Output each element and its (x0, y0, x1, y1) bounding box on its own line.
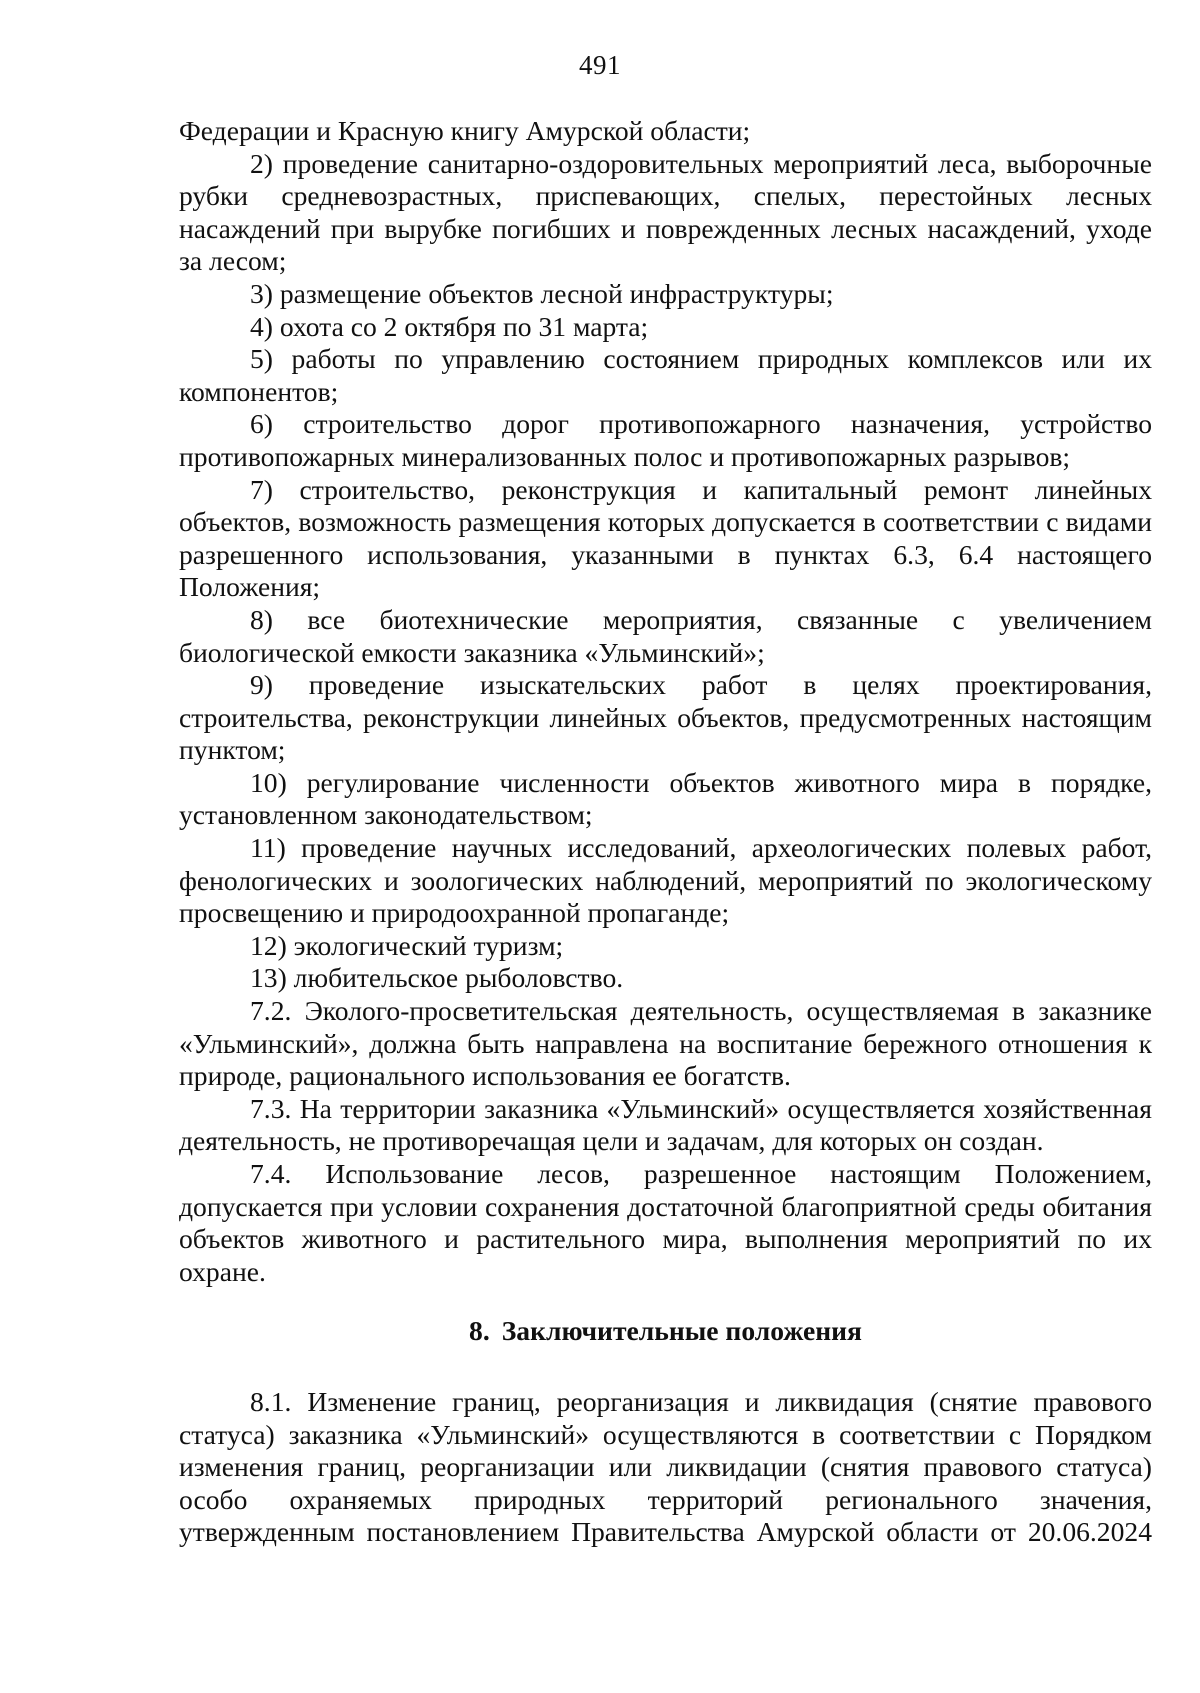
clause-8-1: 8.1. Изменение границ, реорганизация и ликвидация (снятие правового статуса) заказника «Ульминский» осуществляются в соответствии с Порядком изменения границ, реорганизации или ликвидации (снятия правового статуса) особо охраняемых природных территорий регионального значения, утвержденным постановлением Правительства Амурской области от 20.06.2024 (179, 1385, 1152, 1548)
list-item-3: 3) размещение объектов лесной инфраструктуры; (250, 277, 834, 309)
section-heading (179, 1288, 1152, 1386)
document-body (179, 115, 1152, 1549)
section-title: Заключительные положения (501, 1315, 862, 1347)
list-item-4: 4) охота со 2 октября по 31 марта; (250, 310, 649, 342)
list-item-12: 12) экологический туризм; (250, 929, 564, 961)
list-item-7: 7) строительство, реконструкция и капитальный ремонт линейных объектов, возможность размещения которых допускается в соответствии с видами разрешенного использования, указанными в пунктах 6.3, 6.4 настоящего Положения; (179, 473, 1152, 603)
clause-7-3: 7.3. На территории заказника «Ульминский» осуществляется хозяйственная деятельность, не противоречащая цели и задачам, для которых он создан. (179, 1092, 1152, 1157)
paragraph-continuation: Федерации и Красную книгу Амурской области; (179, 115, 751, 146)
clause-7-4: 7.4. Использование лесов, разрешенное настоящим Положением, допускается при условии сохранения достаточной благоприятной среды обитания объектов животного и растительного мира, выполнения мероприятий по их охране. (179, 1158, 1152, 1287)
clause-7-2: 7.2. Эколого-просветительская деятельность, осуществляемая в заказнике «Ульминский», должна быть направлена на воспитание бережного отношения к природе, рационального использования ее богатств. (179, 995, 1152, 1092)
list-item-9: 9) проведение изыскательских работ в целях проектирования, строительства, реконструкции линейных объектов, предусмотренных настоящим пунктом; (179, 669, 1152, 766)
list-item-13: 13) любительское рыболовство. (250, 962, 624, 994)
list-item-6: 6) строительство дорог противопожарного назначения, устройство противопожарных минерализованных полос и противопожарных разрывов; (179, 408, 1152, 472)
list-item-8: 8) все биотехнические мероприятия, связанные с увеличением биологической емкости заказника «Ульминский»; (179, 603, 1152, 668)
page-number: 491 (579, 50, 621, 80)
list-item-2: 2) проведение санитарно-оздоровительных мероприятий леса, выборочные рубки средневозрастных, приспевающих, спелых, перестойных лесных насаждений при вырубке погибших и поврежденных лесных насаждений, уходе за лесом; (179, 147, 1152, 277)
section-number: 8. (469, 1315, 490, 1347)
list-item-10: 10) регулирование численности объектов животного мира в порядке, установленном законодательством; (179, 766, 1152, 831)
list-item-5: 5) работы по управлению состоянием природных комплексов или их компонентов; (179, 343, 1152, 407)
list-item-11: 11) проведение научных исследований, археологических полевых работ, фенологических и зоологических наблюдений, мероприятий по экологическому просвещению и природоохранной пропаганде; (179, 832, 1152, 929)
